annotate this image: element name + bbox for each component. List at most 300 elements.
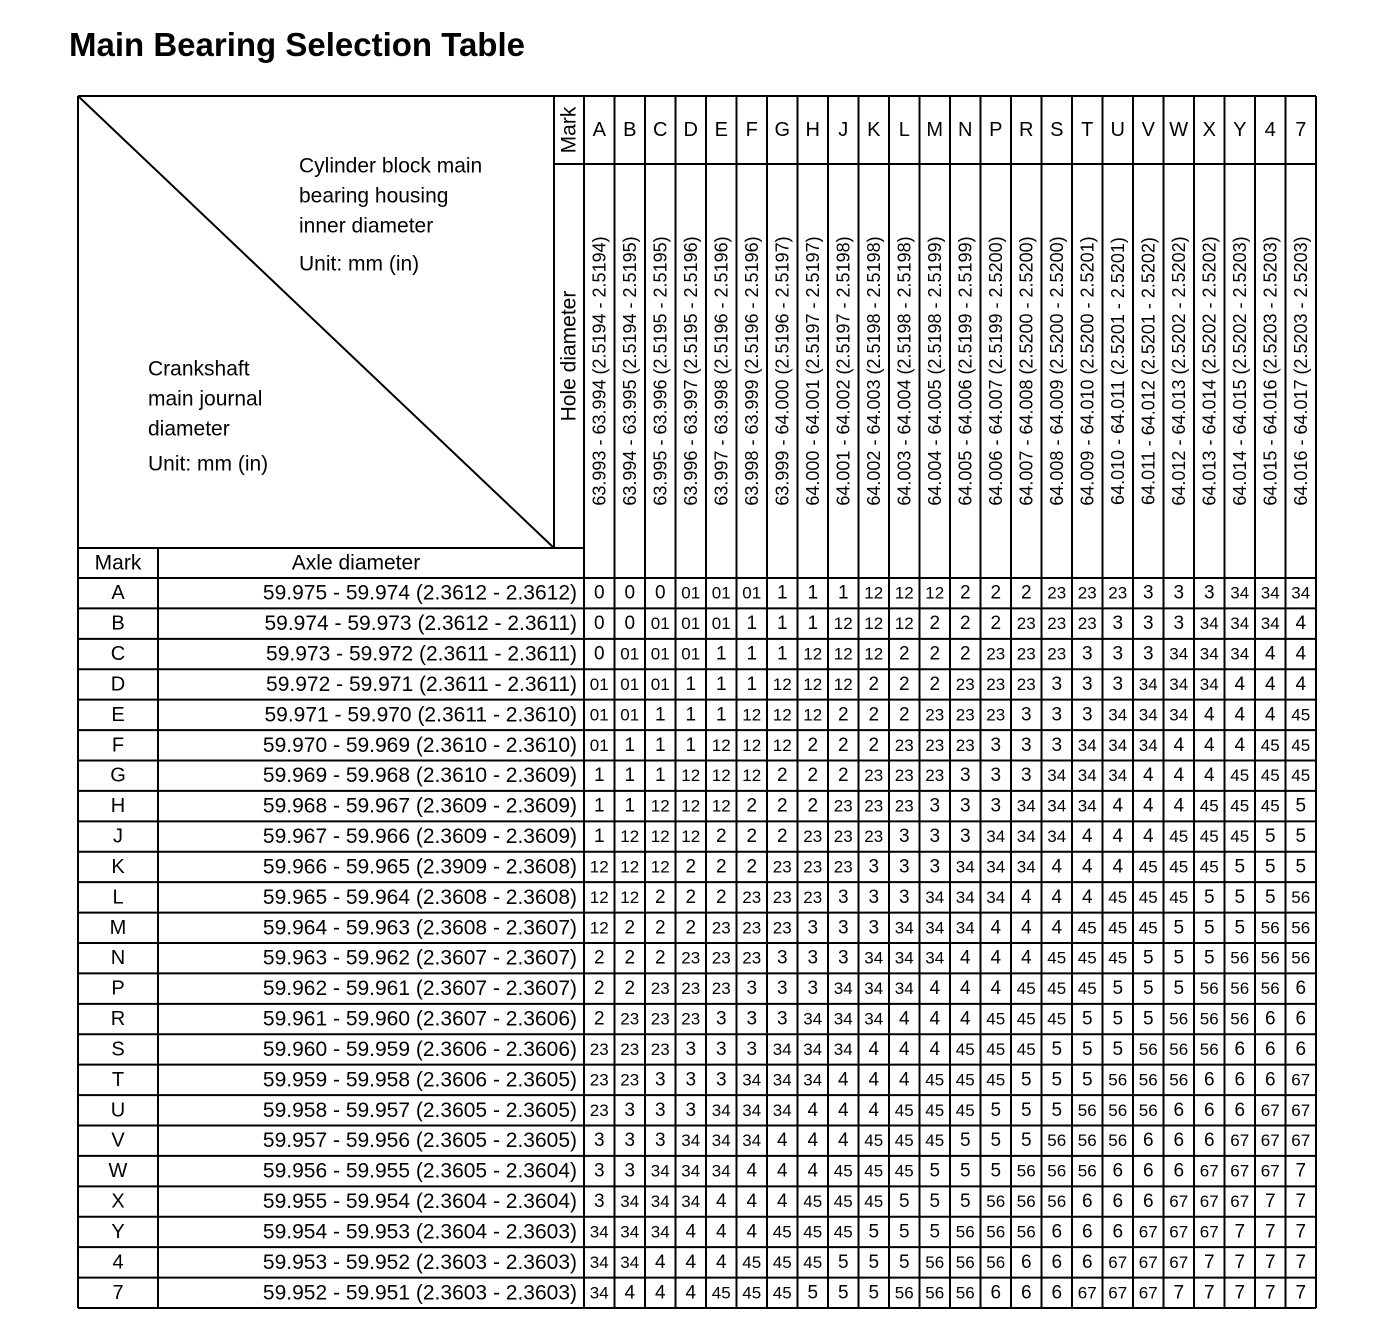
bearing-grade-cell: 34 xyxy=(589,1222,609,1242)
bearing-grade-cell: 1 xyxy=(807,582,819,604)
row-axle-diameter: 59.955 - 59.954 (2.3604 - 2.3604) xyxy=(262,1190,577,1214)
bearing-grade-cell: 56 xyxy=(955,1252,975,1272)
bearing-grade-cell: 45 xyxy=(955,1039,975,1059)
bearing-grade-cell: 0 xyxy=(593,643,605,665)
bearing-grade-cell: 3 xyxy=(593,1160,605,1182)
bearing-grade-cell: 34 xyxy=(620,1192,640,1212)
bearing-grade-cell: 34 xyxy=(894,948,914,968)
bearing-grade-cell: 34 xyxy=(955,918,975,938)
bearing-grade-cell: 34 xyxy=(803,1039,823,1059)
bearing-grade-cell: 4 xyxy=(959,947,971,969)
bearing-grade-cell: 45 xyxy=(1260,796,1280,816)
bearing-grade-cell: 7 xyxy=(1264,1282,1276,1304)
bearing-grade-cell: 23 xyxy=(925,705,945,725)
bearing-grade-cell: 1 xyxy=(685,734,697,756)
bearing-grade-cell: 4 xyxy=(990,917,1002,939)
bearing-grade-cell: 2 xyxy=(807,795,819,817)
bearing-grade-cell: 5 xyxy=(929,1160,941,1182)
bearing-grade-cell: 4 xyxy=(990,947,1002,969)
bearing-grade-cell: 4 xyxy=(1020,886,1032,908)
row-mark: X xyxy=(111,1190,125,1213)
bearing-grade-cell: 2 xyxy=(685,886,697,908)
bearing-grade-cell: 3 xyxy=(1173,613,1185,635)
bearing-grade-cell: 3 xyxy=(1051,673,1063,695)
bearing-grade-cell: 4 xyxy=(868,1038,880,1060)
bearing-grade-cell: 2 xyxy=(959,582,971,604)
column-hole-diameter: 64.009 - 64.010 (2.5200 - 2.5201) xyxy=(1077,236,1098,506)
bearing-grade-cell: 3 xyxy=(1112,613,1124,635)
bearing-grade-cell: 12 xyxy=(803,705,823,725)
bearing-grade-cell: 5 xyxy=(898,1221,910,1243)
bearing-grade-cell: 34 xyxy=(1077,766,1097,786)
row-axle-diameter: 59.970 - 59.969 (2.3610 - 2.3610) xyxy=(262,733,577,757)
row-mark: L xyxy=(112,886,124,909)
bearing-grade-cell: 4 xyxy=(807,1160,819,1182)
bearing-grade-cell: 45 xyxy=(1077,979,1097,999)
bearing-grade-cell: 4 xyxy=(776,1130,788,1152)
bearing-grade-cell: 23 xyxy=(955,735,975,755)
row-mark: V xyxy=(111,1129,125,1152)
bearing-grade-cell: 5 xyxy=(1295,856,1307,878)
bearing-grade-cell: 2 xyxy=(837,765,849,787)
bearing-grade-cell: 5 xyxy=(1203,917,1215,939)
bearing-grade-cell: 56 xyxy=(1047,1192,1067,1212)
journal-diameter-label: Crankshaft xyxy=(148,357,250,381)
bearing-grade-cell: 45 xyxy=(894,1161,914,1181)
bearing-grade-cell: 56 xyxy=(1230,979,1250,999)
row-mark: M xyxy=(109,916,127,939)
bearing-grade-cell: 2 xyxy=(807,734,819,756)
bearing-grade-cell: 34 xyxy=(711,1100,731,1120)
bearing-grade-cell: 5 xyxy=(1234,917,1246,939)
bearing-grade-cell: 56 xyxy=(1138,1039,1158,1059)
bearing-grade-cell: 34 xyxy=(1047,766,1067,786)
bearing-grade-cell: 1 xyxy=(776,613,788,635)
bearing-grade-cell: 34 xyxy=(1169,644,1189,664)
column-mark: P xyxy=(989,119,1003,141)
bearing-grade-cell: 34 xyxy=(1169,674,1189,694)
row-mark: P xyxy=(111,977,125,1000)
bearing-grade-cell: 5 xyxy=(1112,1038,1124,1060)
bearing-grade-cell: 2 xyxy=(898,643,910,665)
bearing-grade-cell: 2 xyxy=(929,643,941,665)
bearing-grade-cell: 2 xyxy=(624,917,636,939)
bearing-grade-cell: 5 xyxy=(1295,826,1307,848)
bearing-grade-cell: 34 xyxy=(742,1070,762,1090)
bearing-grade-cell: 45 xyxy=(1291,735,1311,755)
column-hole-diameter: 64.003 - 64.004 (2.5198 - 2.5198) xyxy=(894,236,915,506)
bearing-grade-cell: 4 xyxy=(1051,917,1063,939)
row-axle-diameter: 59.975 - 59.974 (2.3612 - 2.3612) xyxy=(262,581,577,605)
row-axle-diameter: 59.965 - 59.964 (2.3608 - 2.3608) xyxy=(262,885,577,909)
bearing-grade-cell: 45 xyxy=(1260,735,1280,755)
bearing-grade-cell: 34 xyxy=(1260,614,1280,634)
bearing-grade-cell: 34 xyxy=(1230,583,1250,603)
bearing-grade-cell: 34 xyxy=(1138,705,1158,725)
bearing-grade-cell: 1 xyxy=(776,643,788,665)
row-mark: C xyxy=(110,643,126,666)
bearing-grade-cell: 56 xyxy=(1291,948,1311,968)
bearing-grade-cell: 12 xyxy=(803,674,823,694)
bearing-grade-cell: 34 xyxy=(1138,674,1158,694)
bearing-grade-cell: 3 xyxy=(1142,613,1154,635)
row-mark: U xyxy=(110,1099,126,1122)
bearing-grade-cell: 56 xyxy=(1169,1039,1189,1059)
bearing-grade-cell: 12 xyxy=(925,583,945,603)
bearing-grade-cell: 12 xyxy=(772,705,792,725)
row-mark: 7 xyxy=(112,1281,124,1304)
bearing-grade-cell: 7 xyxy=(1295,1221,1307,1243)
bearing-grade-cell: 3 xyxy=(1051,704,1063,726)
bearing-grade-cell: 1 xyxy=(715,643,727,665)
bearing-grade-cell: 3 xyxy=(624,1130,636,1152)
bearing-grade-cell: 34 xyxy=(650,1222,670,1242)
bearing-grade-cell: 6 xyxy=(1112,1160,1124,1182)
bearing-grade-cell: 23 xyxy=(589,1039,609,1059)
bearing-grade-cell: 5 xyxy=(1295,795,1307,817)
bearing-grade-cell: 12 xyxy=(894,583,914,603)
bearing-grade-cell: 3 xyxy=(654,1130,666,1152)
row-mark: D xyxy=(110,673,126,696)
bearing-grade-cell: 2 xyxy=(624,947,636,969)
bearing-grade-cell: 6 xyxy=(1051,1251,1063,1273)
bearing-grade-cell: 7 xyxy=(1264,1191,1276,1213)
bearing-grade-cell: 12 xyxy=(711,766,731,786)
row-axle-diameter: 59.962 - 59.961 (2.3607 - 2.3607) xyxy=(262,977,577,1001)
bearing-grade-cell: 6 xyxy=(1264,1008,1276,1030)
bearing-grade-cell: 1 xyxy=(746,673,758,695)
bearing-grade-cell: 2 xyxy=(654,886,666,908)
column-hole-diameter: 63.997 - 63.998 (2.5196 - 2.5196) xyxy=(711,236,732,506)
bearing-grade-cell: 12 xyxy=(833,644,853,664)
bearing-grade-cell: 34 xyxy=(986,857,1006,877)
bearing-grade-cell: 2 xyxy=(715,886,727,908)
bearing-grade-cell: 3 xyxy=(685,1069,697,1091)
bearing-grade-cell: 56 xyxy=(955,1283,975,1303)
bearing-grade-cell: 34 xyxy=(1016,857,1036,877)
row-axle-diameter: 59.972 - 59.971 (2.3611 - 2.3611) xyxy=(266,672,577,696)
row-mark: R xyxy=(110,1008,126,1031)
bearing-grade-cell: 12 xyxy=(650,857,670,877)
bearing-grade-cell: 01 xyxy=(681,583,701,603)
bearing-grade-cell: 67 xyxy=(1077,1283,1097,1303)
bearing-grade-cell: 7 xyxy=(1295,1191,1307,1213)
bearing-grade-cell: 12 xyxy=(833,674,853,694)
bearing-grade-cell: 34 xyxy=(833,979,853,999)
bearing-grade-cell: 01 xyxy=(711,583,731,603)
bearing-grade-cell: 3 xyxy=(746,978,758,1000)
bearing-grade-cell: 5 xyxy=(1051,1038,1063,1060)
bearing-grade-cell: 5 xyxy=(868,1251,880,1273)
bearing-grade-cell: 4 xyxy=(1295,643,1307,665)
bearing-grade-cell: 34 xyxy=(864,979,884,999)
bearing-grade-cell: 4 xyxy=(1203,765,1215,787)
bearing-grade-cell: 3 xyxy=(746,1008,758,1030)
bearing-grade-cell: 23 xyxy=(681,948,701,968)
bearing-grade-cell: 34 xyxy=(894,918,914,938)
bearing-grade-cell: 3 xyxy=(837,886,849,908)
bearing-grade-cell: 3 xyxy=(868,856,880,878)
bearing-grade-cell: 34 xyxy=(803,1070,823,1090)
bearing-grade-cell: 6 xyxy=(1203,1130,1215,1152)
bearing-grade-cell: 1 xyxy=(654,734,666,756)
column-mark: B xyxy=(623,119,637,141)
row-axle-diameter: 59.967 - 59.966 (2.3609 - 2.3609) xyxy=(262,825,577,849)
bearing-grade-cell: 7 xyxy=(1173,1282,1185,1304)
bearing-grade-cell: 01 xyxy=(589,735,609,755)
bearing-grade-cell: 01 xyxy=(681,644,701,664)
bearing-grade-cell: 67 xyxy=(1291,1131,1311,1151)
bearing-grade-cell: 5 xyxy=(1264,826,1276,848)
bearing-grade-cell: 4 xyxy=(715,1251,727,1273)
bearing-grade-cell: 4 xyxy=(1142,765,1154,787)
bearing-grade-cell: 23 xyxy=(894,735,914,755)
bearing-grade-cell: 45 xyxy=(925,1131,945,1151)
bearing-grade-cell: 23 xyxy=(894,796,914,816)
bearing-grade-cell: 6 xyxy=(1081,1191,1093,1213)
bearing-grade-cell: 45 xyxy=(1138,857,1158,877)
column-mark: U xyxy=(1110,119,1125,141)
bearing-grade-cell: 01 xyxy=(620,674,640,694)
bearing-grade-cell: 5 xyxy=(898,1251,910,1273)
bearing-grade-cell: 3 xyxy=(959,795,971,817)
bearing-grade-cell: 4 xyxy=(1051,856,1063,878)
bearing-grade-cell: 2 xyxy=(776,795,788,817)
bearing-grade-cell: 56 xyxy=(1077,1100,1097,1120)
bearing-grade-cell: 5 xyxy=(1173,947,1185,969)
row-axle-diameter: 59.969 - 59.968 (2.3610 - 2.3609) xyxy=(262,764,577,788)
bearing-grade-cell: 5 xyxy=(1142,978,1154,1000)
bearing-grade-cell: 7 xyxy=(1295,1251,1307,1273)
bearing-grade-cell: 45 xyxy=(1138,918,1158,938)
bearing-grade-cell: 45 xyxy=(864,1131,884,1151)
bearing-grade-cell: 12 xyxy=(864,644,884,664)
bearing-grade-cell: 56 xyxy=(1199,1009,1219,1029)
bearing-grade-cell: 45 xyxy=(1230,766,1250,786)
bearing-grade-cell: 3 xyxy=(898,886,910,908)
bearing-grade-cell: 56 xyxy=(1260,979,1280,999)
bearing-grade-cell: 2 xyxy=(868,734,880,756)
bearing-grade-cell: 34 xyxy=(1138,735,1158,755)
bearing-grade-cell: 2 xyxy=(868,673,880,695)
bearing-grade-cell: 3 xyxy=(776,1008,788,1030)
bearing-grade-cell: 5 xyxy=(868,1282,880,1304)
bearing-grade-cell: 3 xyxy=(898,826,910,848)
bearing-grade-cell: 12 xyxy=(742,735,762,755)
row-mark: G xyxy=(110,764,126,787)
bearing-grade-cell: 5 xyxy=(1264,856,1276,878)
row-mark: S xyxy=(111,1038,125,1061)
bearing-grade-cell: 1 xyxy=(685,673,697,695)
column-hole-diameter: 64.016 - 64.017 (2.5203 - 2.5203) xyxy=(1290,236,1311,506)
bearing-grade-cell: 5 xyxy=(990,1130,1002,1152)
bearing-grade-cell: 23 xyxy=(1016,674,1036,694)
column-hole-diameter: 64.001 - 64.002 (2.5197 - 2.5198) xyxy=(833,236,854,506)
bearing-grade-cell: 2 xyxy=(868,704,880,726)
bearing-grade-cell: 56 xyxy=(1016,1222,1036,1242)
bearing-grade-cell: 45 xyxy=(1199,796,1219,816)
bearing-grade-cell: 56 xyxy=(1077,1131,1097,1151)
row-mark: H xyxy=(110,795,126,818)
bearing-grade-cell: 12 xyxy=(742,705,762,725)
bearing-grade-cell: 3 xyxy=(1020,734,1032,756)
bearing-grade-cell: 3 xyxy=(1112,673,1124,695)
bearing-grade-cell: 5 xyxy=(1051,1069,1063,1091)
bearing-grade-cell: 23 xyxy=(1047,644,1067,664)
bearing-grade-cell: 45 xyxy=(742,1283,762,1303)
bearing-grade-cell: 4 xyxy=(929,1038,941,1060)
bearing-grade-cell: 7 xyxy=(1264,1221,1276,1243)
bearing-grade-cell: 2 xyxy=(685,917,697,939)
bearing-grade-cell: 56 xyxy=(1138,1100,1158,1120)
bearing-grade-cell: 4 xyxy=(807,1099,819,1121)
bearing-grade-cell: 34 xyxy=(1016,827,1036,847)
bearing-grade-cell: 45 xyxy=(864,1161,884,1181)
bearing-grade-cell: 3 xyxy=(685,1099,697,1121)
bearing-grade-cell: 4 xyxy=(746,1221,758,1243)
bearing-grade-cell: 45 xyxy=(803,1222,823,1242)
bearing-grade-cell: 23 xyxy=(711,979,731,999)
bearing-grade-cell: 23 xyxy=(589,1070,609,1090)
bearing-grade-cell: 34 xyxy=(925,918,945,938)
bearing-grade-cell: 2 xyxy=(593,947,605,969)
bearing-grade-cell: 12 xyxy=(772,735,792,755)
bearing-grade-cell: 45 xyxy=(772,1252,792,1272)
housing-diameter-label: inner diameter xyxy=(299,214,434,238)
bearing-grade-cell: 5 xyxy=(898,1191,910,1213)
bearing-grade-cell: 1 xyxy=(593,826,605,848)
bearing-grade-cell: 34 xyxy=(1047,827,1067,847)
bearing-grade-cell: 4 xyxy=(898,1008,910,1030)
bearing-grade-cell: 5 xyxy=(807,1282,819,1304)
bearing-grade-cell: 23 xyxy=(1016,644,1036,664)
bearing-grade-cell: 56 xyxy=(1047,1131,1067,1151)
bearing-grade-cell: 3 xyxy=(685,1038,697,1060)
bearing-grade-cell: 12 xyxy=(681,796,701,816)
bearing-grade-cell: 56 xyxy=(1077,1161,1097,1181)
bearing-grade-cell: 56 xyxy=(986,1222,1006,1242)
bearing-grade-cell: 23 xyxy=(1108,583,1128,603)
bearing-grade-cell: 67 xyxy=(1169,1222,1189,1242)
bearing-grade-cell: 6 xyxy=(1112,1191,1124,1213)
bearing-grade-cell: 0 xyxy=(593,613,605,635)
bearing-grade-cell: 5 xyxy=(1264,886,1276,908)
bearing-grade-cell: 7 xyxy=(1295,1160,1307,1182)
bearing-grade-cell: 23 xyxy=(1047,583,1067,603)
bearing-grade-cell: 3 xyxy=(807,978,819,1000)
bearing-grade-cell: 01 xyxy=(650,614,670,634)
bearing-grade-cell: 3 xyxy=(837,917,849,939)
bearing-grade-cell: 23 xyxy=(742,918,762,938)
bearing-grade-cell: 2 xyxy=(929,613,941,635)
bearing-grade-cell: 01 xyxy=(681,614,701,634)
bearing-grade-cell: 3 xyxy=(990,795,1002,817)
bearing-grade-cell: 45 xyxy=(1108,918,1128,938)
bearing-grade-cell: 45 xyxy=(772,1283,792,1303)
bearing-grade-cell: 4 xyxy=(1173,734,1185,756)
bearing-grade-cell: 4 xyxy=(624,1282,636,1304)
bearing-grade-cell: 0 xyxy=(624,582,636,604)
bearing-grade-cell: 3 xyxy=(868,886,880,908)
bearing-grade-cell: 12 xyxy=(803,644,823,664)
column-hole-diameter: 64.004 - 64.005 (2.5198 - 2.5199) xyxy=(924,236,945,506)
bearing-grade-cell: 3 xyxy=(959,826,971,848)
bearing-grade-cell: 34 xyxy=(1230,614,1250,634)
bearing-grade-cell: 3 xyxy=(1051,734,1063,756)
column-mark: X xyxy=(1202,119,1216,141)
bearing-grade-cell: 1 xyxy=(715,704,727,726)
bearing-grade-cell: 34 xyxy=(1260,583,1280,603)
bearing-grade-cell: 4 xyxy=(685,1221,697,1243)
row-mark: Y xyxy=(111,1220,125,1243)
bearing-grade-cell: 3 xyxy=(1020,765,1032,787)
bearing-grade-cell: 5 xyxy=(929,1191,941,1213)
bearing-grade-cell: 1 xyxy=(593,795,605,817)
bearing-grade-cell: 6 xyxy=(1020,1251,1032,1273)
bearing-grade-cell: 45 xyxy=(1108,887,1128,907)
row-axle-diameter: 59.974 - 59.973 (2.3612 - 2.3611) xyxy=(264,612,577,636)
bearing-grade-cell: 45 xyxy=(894,1100,914,1120)
bearing-grade-cell: 12 xyxy=(589,887,609,907)
bearing-grade-cell: 34 xyxy=(711,1161,731,1181)
bearing-grade-cell: 12 xyxy=(620,857,640,877)
bearing-grade-cell: 56 xyxy=(1169,1070,1189,1090)
bearing-grade-cell: 56 xyxy=(1260,948,1280,968)
bearing-grade-cell: 34 xyxy=(1199,674,1219,694)
bearing-grade-cell: 3 xyxy=(654,1069,666,1091)
bearing-grade-cell: 23 xyxy=(864,827,884,847)
bearing-grade-cell: 01 xyxy=(650,644,670,664)
bearing-grade-cell: 56 xyxy=(1016,1161,1036,1181)
bearing-grade-cell: 2 xyxy=(898,704,910,726)
bearing-grade-cell: 45 xyxy=(803,1252,823,1272)
bearing-grade-cell: 1 xyxy=(624,734,636,756)
bearing-grade-cell: 6 xyxy=(1173,1099,1185,1121)
bearing-grade-cell: 4 xyxy=(1234,673,1246,695)
bearing-grade-cell: 4 xyxy=(929,1008,941,1030)
bearing-grade-cell: 12 xyxy=(864,614,884,634)
bearing-grade-cell: 34 xyxy=(620,1222,640,1242)
bearing-grade-cell: 23 xyxy=(833,827,853,847)
bearing-grade-cell: 45 xyxy=(864,1192,884,1212)
bearing-grade-cell: 67 xyxy=(1260,1131,1280,1151)
bearing-grade-cell: 3 xyxy=(898,856,910,878)
bearing-grade-cell: 23 xyxy=(803,827,823,847)
bearing-grade-cell: 34 xyxy=(1077,735,1097,755)
bearing-grade-cell: 6 xyxy=(1020,1282,1032,1304)
column-mark: 4 xyxy=(1264,119,1276,141)
bearing-grade-cell: 6 xyxy=(1295,1038,1307,1060)
column-mark: T xyxy=(1081,119,1094,141)
bearing-grade-cell: 34 xyxy=(742,1131,762,1151)
bearing-grade-cell: 2 xyxy=(715,856,727,878)
bearing-grade-cell: 3 xyxy=(990,734,1002,756)
bearing-grade-cell: 4 xyxy=(1081,856,1093,878)
bearing-grade-cell: 4 xyxy=(959,978,971,1000)
bearing-grade-cell: 45 xyxy=(1016,1009,1036,1029)
bearing-grade-cell: 56 xyxy=(894,1283,914,1303)
bearing-grade-cell: 67 xyxy=(1108,1283,1128,1303)
bearing-grade-cell: 12 xyxy=(589,857,609,877)
bearing-grade-cell: 2 xyxy=(776,765,788,787)
bearing-grade-cell: 23 xyxy=(864,796,884,816)
bearing-grade-cell: 34 xyxy=(650,1161,670,1181)
bearing-grade-cell: 7 xyxy=(1234,1251,1246,1273)
bearing-grade-cell: 4 xyxy=(776,1160,788,1182)
bearing-grade-cell: 5 xyxy=(1142,1008,1154,1030)
bearing-grade-cell: 56 xyxy=(1199,979,1219,999)
bearing-grade-cell: 5 xyxy=(1081,1069,1093,1091)
